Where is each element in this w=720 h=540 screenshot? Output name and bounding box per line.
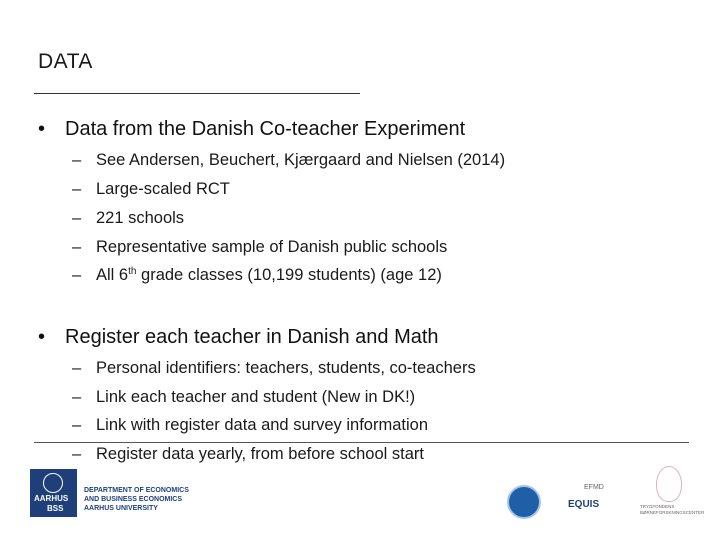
sub-text: Representative sample of Danish public schools <box>96 238 448 256</box>
sub-dash: – <box>72 388 82 406</box>
seal-icon <box>43 473 63 493</box>
bullet-dot: • <box>38 118 46 140</box>
sub-text: See Andersen, Beuchert, Kjærgaard and Nielsen (2014) <box>96 151 506 169</box>
title-underline <box>34 93 360 94</box>
caption-line: BØRNEFORSKNINGSCENTER <box>640 510 705 515</box>
sub-text: Link each teacher and student (New in DK!) <box>96 388 416 406</box>
research-center-caption <box>640 504 704 516</box>
equis-label: EQUIS <box>568 499 600 510</box>
sub-dash: – <box>72 416 82 434</box>
sub-item <box>72 266 442 285</box>
slide-title: DATA <box>38 50 93 73</box>
sub-item <box>72 209 184 228</box>
sub-text: Link with register data and survey information <box>96 416 428 434</box>
bullet-text: Data from the Danish Co-teacher Experiment <box>65 118 466 140</box>
department-name <box>84 486 189 513</box>
department-line: DEPARTMENT OF ECONOMICS <box>84 487 189 494</box>
research-center-logo <box>640 466 705 518</box>
sub-text: Personal identifiers: teachers, students, co-teachers <box>96 359 476 377</box>
sub-text: 221 schools <box>96 209 185 227</box>
equis-accreditation-logo <box>562 482 608 518</box>
sub-text: Register data yearly, from before school start <box>96 445 425 463</box>
logo-line-1: AARHUS <box>34 494 69 503</box>
aacsb-accreditation-icon <box>507 485 541 519</box>
sub-dash: – <box>72 359 82 377</box>
sub-dash: – <box>72 238 82 256</box>
efmd-label: EFMD <box>584 484 604 491</box>
sub-item <box>72 238 447 257</box>
sub-item <box>72 180 230 199</box>
sub-item <box>72 388 415 407</box>
department-line: AND BUSINESS ECONOMICS <box>84 496 183 503</box>
sub-dash: – <box>72 266 82 284</box>
sub-dash: – <box>72 445 82 463</box>
footer-divider <box>34 442 689 443</box>
sub-item <box>72 445 424 464</box>
sub-dash: – <box>72 209 82 227</box>
bullet-text: Register each teacher in Danish and Math <box>65 326 439 348</box>
bullet-danish-experiment <box>38 118 465 141</box>
sub-text-superscript: th <box>128 266 137 277</box>
sub-item <box>72 416 428 435</box>
caption-line: TRYGFONDENS <box>640 504 675 509</box>
sub-item <box>72 151 505 170</box>
bullet-dot: • <box>38 326 46 348</box>
department-line: AARHUS UNIVERSITY <box>84 505 158 512</box>
logo-line-2: BSS <box>47 504 64 513</box>
sub-dash: – <box>72 180 82 198</box>
sub-text-before: All 6 <box>96 266 129 284</box>
sub-item <box>72 359 476 378</box>
sub-text: Large-scaled RCT <box>96 180 230 198</box>
aarhus-bss-logo <box>30 469 77 517</box>
bullet-register-teachers <box>38 326 439 349</box>
sub-text-after: grade classes (10,199 students) (age 12) <box>136 266 442 284</box>
research-center-emblem-icon <box>656 466 682 502</box>
sub-dash: – <box>72 151 82 169</box>
